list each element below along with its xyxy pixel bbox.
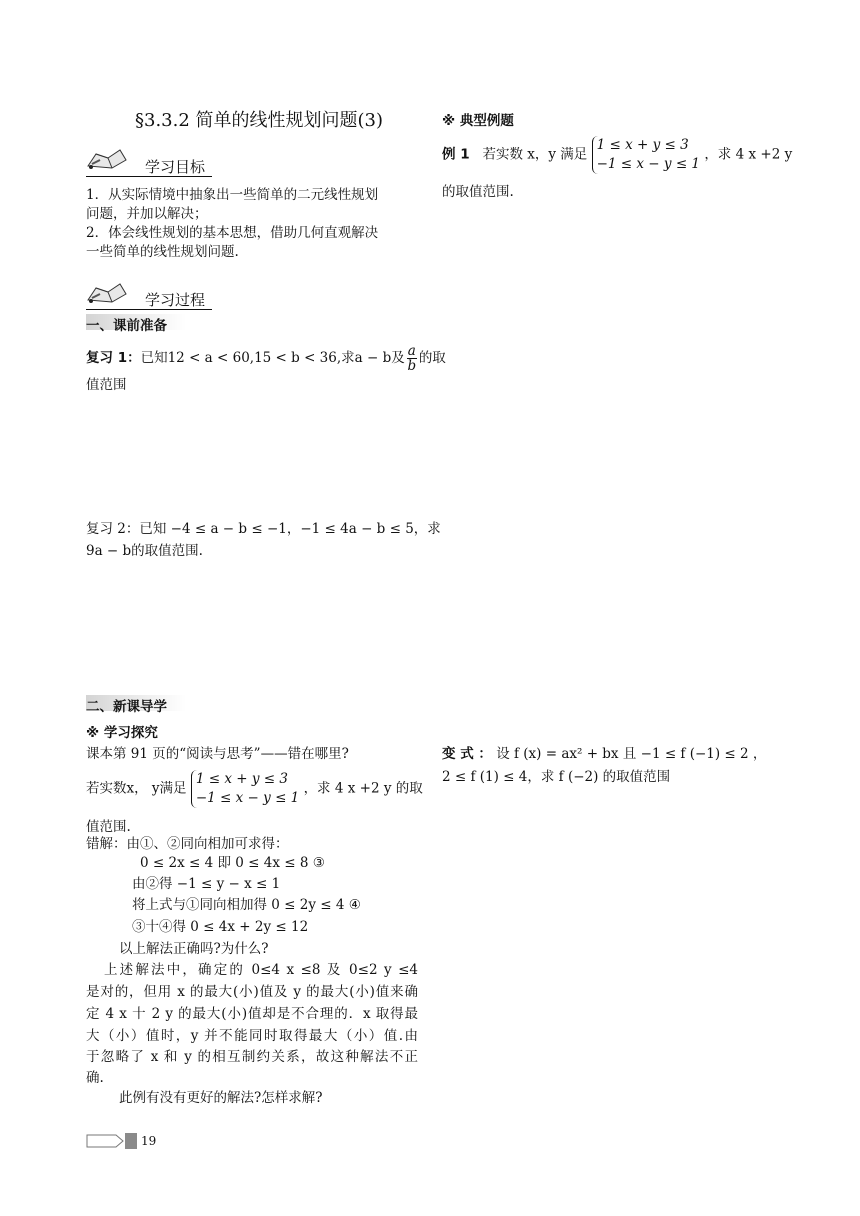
fraction-denominator: b (407, 358, 417, 374)
text-line: 将上式与①同向相加得 0 ≤ 2y ≤ 4 ④ (132, 897, 361, 913)
example1 (442, 136, 792, 174)
text-line-start: 若实数x， y满足 (86, 780, 187, 797)
text-line: 于忽略了 x 和 y 的相互制约关系，故这种解法不正 (86, 1049, 418, 1065)
system-row-2: −1 ≤ x − y ≤ 1 (195, 790, 300, 806)
text-line: 值范围. (86, 819, 131, 835)
review1-fraction (407, 344, 417, 373)
text-line (86, 770, 423, 808)
section2-heading: 二、新课导学 (86, 699, 167, 715)
review1-text: 已知12 < a < 60,15 < b < 36,求a − b及 (140, 350, 405, 366)
example1-text: 若实数 x，y 满足 (482, 146, 588, 163)
page-title: §3.3.2 简单的线性规划问题(3) (135, 110, 384, 131)
example1-tail: ，求 4 x +2 y (704, 146, 793, 163)
variant-line2: 2 ≤ f (1) ≤ 4，求 f (−2) 的取值范围 (442, 769, 671, 785)
text-line: 此例有没有更好的解法?怎样求解? (119, 1090, 323, 1106)
text-line: 错解：由①、②同向相加可求得： (86, 836, 289, 852)
system-row-1: 1 ≤ x + y ≤ 3 (195, 771, 288, 787)
text-line: 0 ≤ 2x ≤ 4 即 0 ≤ 4x ≤ 8 ③ (140, 855, 325, 871)
study-process-heading: 学习过程 (145, 291, 206, 309)
review1-line2: 值范围 (86, 377, 127, 393)
text-line: 以上解法正确吗?为什么? (119, 941, 269, 957)
text-line-end: ，求 4 x +2 y 的取 (303, 780, 423, 797)
review1-label: 复习 1： (86, 350, 141, 366)
text-line: 课本第 91 页的“阅读与思考”——错在哪里? (86, 746, 349, 762)
section2-subheading: ※ 学习探究 (86, 725, 158, 741)
book-icon (86, 280, 126, 306)
review2-line1: 复习 2：已知 −4 ≤ a − b ≤ −1，−1 ≤ 4a − b ≤ 5，求 (86, 521, 441, 537)
system-row-2: −1 ≤ x − y ≤ 1 (596, 156, 701, 172)
text-line: 定 4 x 十 2 y 的最大(小)值却是不合理的．x 取得最 (86, 1006, 418, 1022)
variant-line1 (442, 742, 766, 762)
goal-line-1: 1．从实际情境中抽象出一些简单的二元线性规划 (86, 187, 379, 203)
variant-label: 变 式 ： (442, 746, 492, 762)
goal-line-4: 一些简单的线性规划问题. (86, 244, 239, 260)
typical-examples-heading: ※ 典型例题 (442, 113, 514, 129)
system-row-1: 1 ≤ x + y ≤ 3 (596, 137, 689, 153)
text-line: 大（小）值时，y 并不能同时取得最大（小）值.由 (86, 1028, 418, 1044)
review2-line2: 9a − b的取值范围. (86, 543, 203, 559)
book-icon (86, 146, 126, 172)
review1-tail: 的取 (418, 350, 446, 366)
study-goals-underline (86, 176, 212, 177)
inequality-system (191, 770, 299, 808)
text-line: 确. (86, 1070, 104, 1086)
review1 (86, 344, 446, 373)
goal-line-3: 2．体会线性规划的基本思想，借助几何直观解决 (86, 225, 379, 241)
text-line: 是对的，但用 x 的最大(小)值及 y 的最大(小)值来确 (86, 984, 418, 1000)
study-goals-heading: 学习目标 (145, 158, 206, 176)
page-tab-icon (86, 1134, 126, 1148)
text-line: 由②得 −1 ≤ y − x ≤ 1 (132, 876, 281, 892)
study-process-underline (86, 309, 212, 310)
inequality-system (592, 136, 700, 174)
fraction-numerator: a (407, 343, 416, 359)
section1-heading: 一、课前准备 (86, 318, 167, 334)
text-line: 上述解法中，确定的 0≤4 x ≤8 及 0≤2 y ≤4 (104, 962, 418, 978)
page-number: 19 (141, 1134, 157, 1148)
goal-line-2: 问题，并加以解决； (86, 206, 208, 222)
variant-text: 设 f (x) = ax² + bx 且 −1 ≤ f (−1) ≤ 2 ， (496, 746, 767, 762)
text-line: ③十④得 0 ≤ 4x + 2y ≤ 12 (132, 919, 309, 935)
example1-line2: 的取值范围. (442, 184, 514, 200)
page-marker (125, 1133, 137, 1149)
example1-label: 例 1 (442, 146, 470, 163)
